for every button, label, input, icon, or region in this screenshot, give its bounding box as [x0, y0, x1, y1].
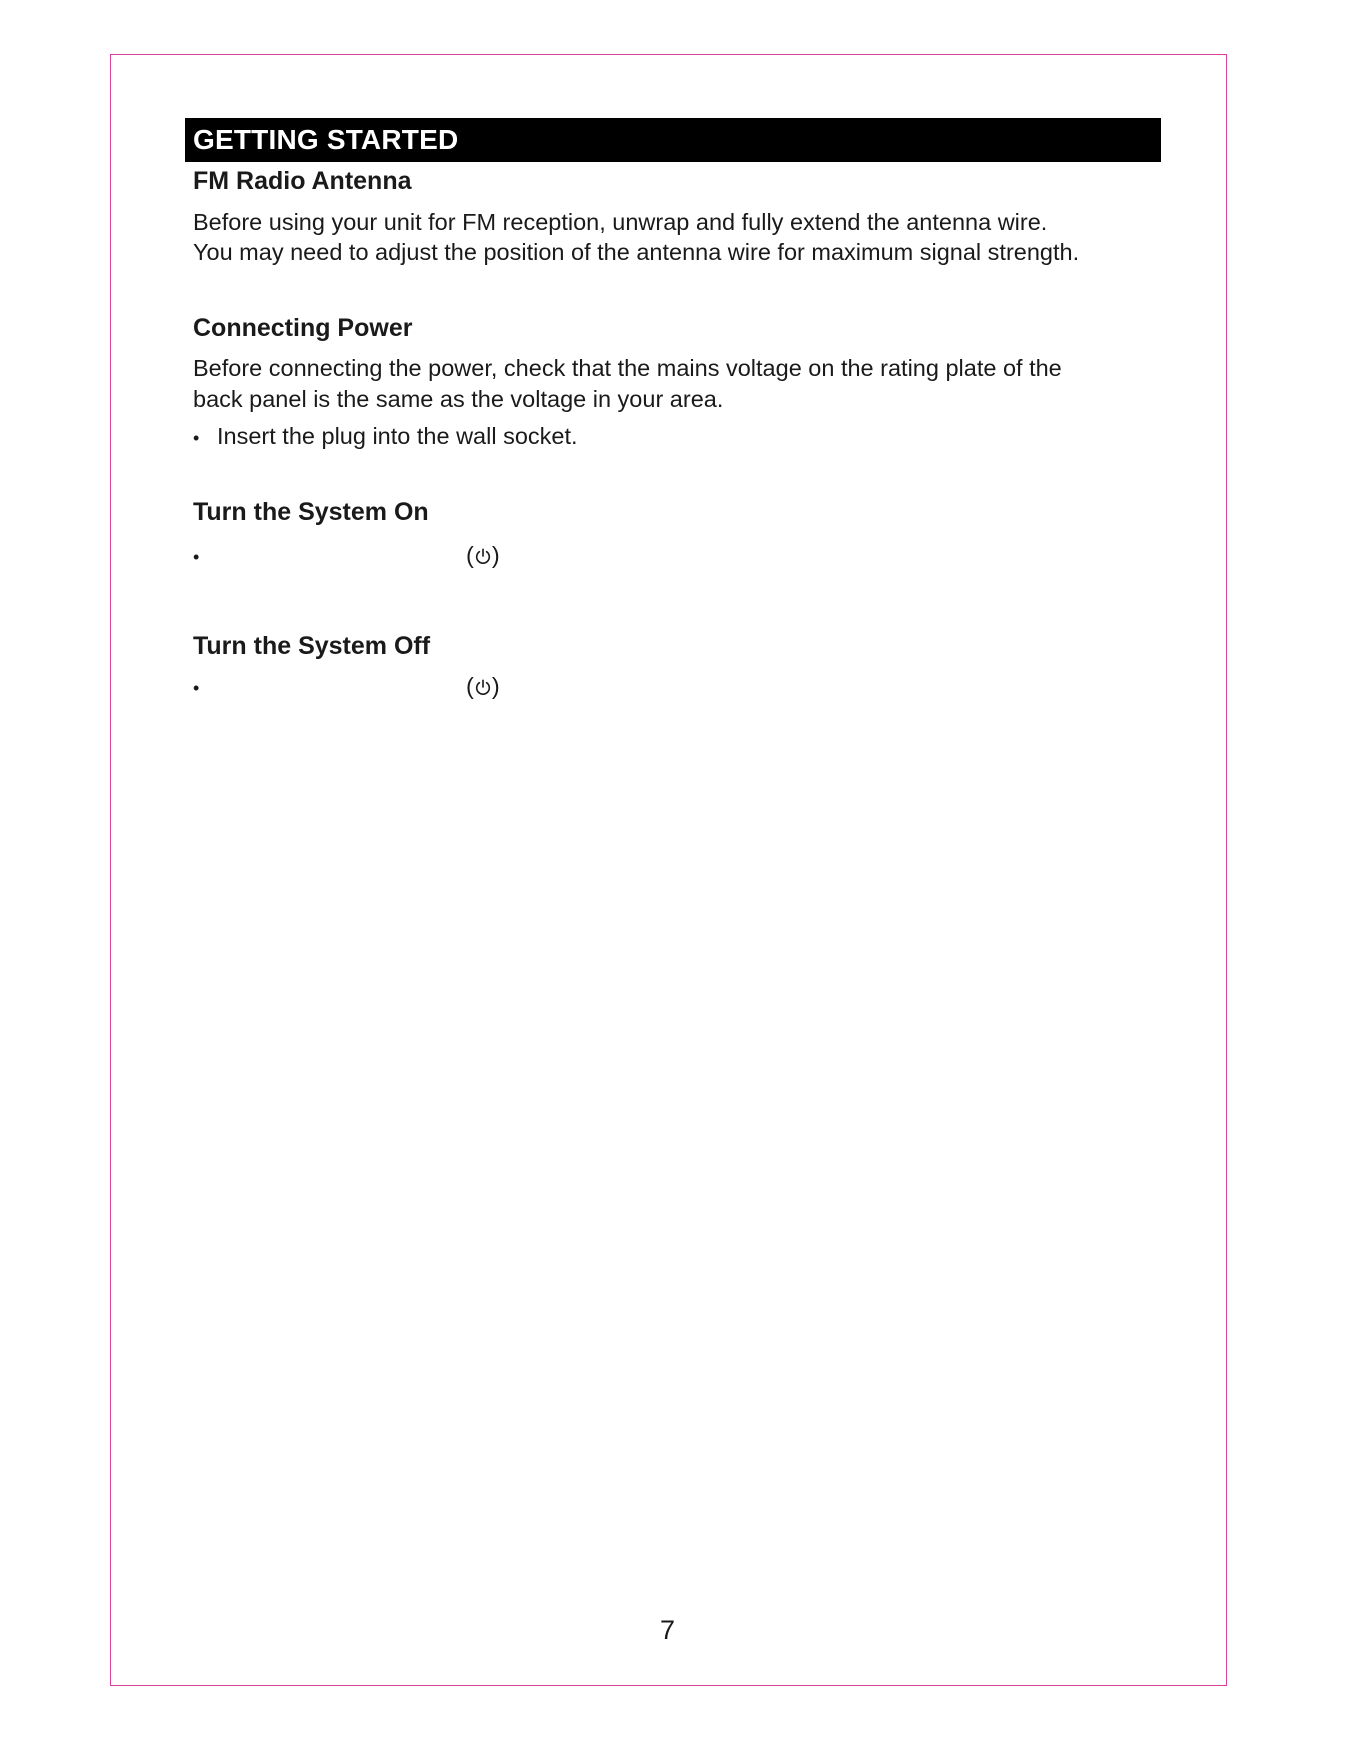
fm-antenna-text-line2: You may need to adjust the position of the antenna wire for maximum signal strength.	[193, 239, 1080, 265]
power-icon	[474, 547, 492, 565]
open-paren: (	[466, 542, 474, 568]
bullet-dot: •	[193, 428, 200, 448]
power-icon	[474, 678, 492, 696]
bullet-dot: •	[193, 678, 200, 698]
system-off-power-symbol	[466, 671, 500, 701]
system-on-bullet	[193, 540, 217, 572]
system-off-heading: Turn the System Off	[193, 632, 431, 660]
system-off-bullet	[193, 671, 217, 703]
connecting-power-bullet	[193, 421, 578, 453]
section-title-banner: GETTING STARTED	[185, 118, 1161, 162]
fm-antenna-heading: FM Radio Antenna	[193, 167, 412, 195]
close-paren: )	[491, 542, 500, 568]
page-frame	[110, 54, 1227, 1686]
open-paren: (	[466, 673, 474, 699]
connecting-power-text-line1: Before connecting the power, check that the mains voltage on the rating plate of the	[193, 355, 1062, 381]
fm-antenna-text-line1: Before using your unit for FM reception, unwrap and fully extend the antenna wire.	[193, 209, 1048, 235]
connecting-power-heading: Connecting Power	[193, 314, 413, 342]
close-paren: )	[491, 673, 500, 699]
system-on-power-symbol	[466, 540, 500, 570]
connecting-power-text-line2: back panel is the same as the voltage in your area.	[193, 386, 724, 412]
bullet-dot: •	[193, 547, 200, 567]
connecting-power-bullet-text: Insert the plug into the wall socket.	[217, 423, 578, 449]
page-number-row	[0, 1614, 1361, 1646]
page-number: 7	[659, 1615, 676, 1645]
system-on-heading: Turn the System On	[193, 498, 429, 526]
